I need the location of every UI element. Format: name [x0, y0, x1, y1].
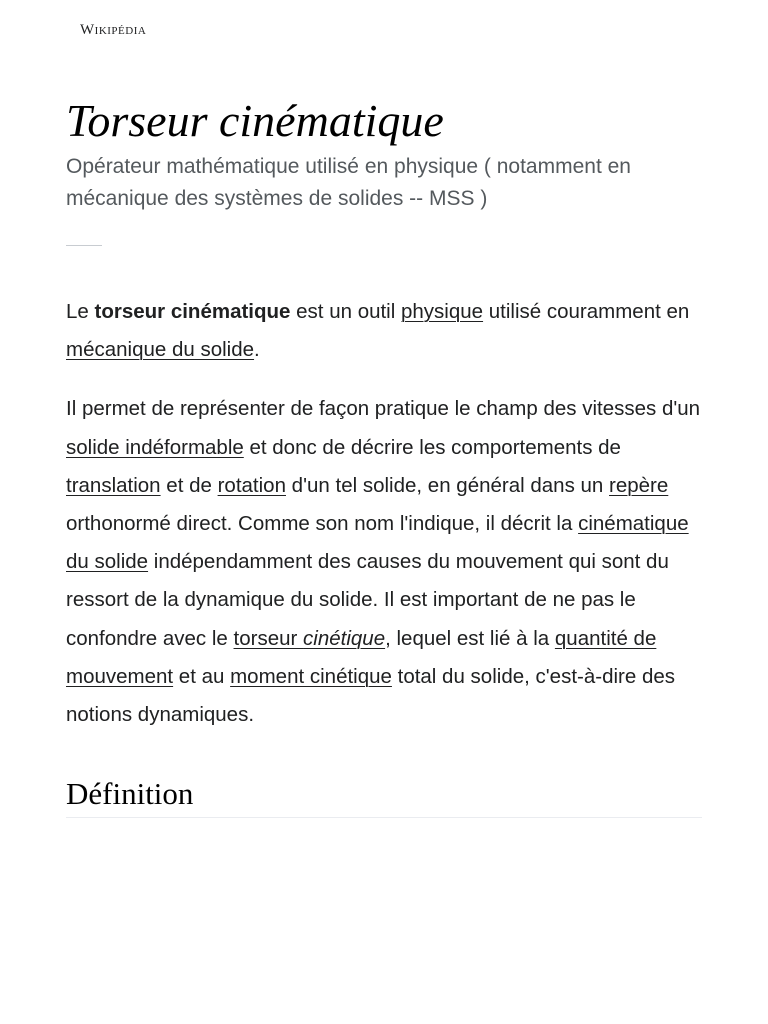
- intro-paragraph: [66, 293, 706, 369]
- text: .: [254, 338, 260, 362]
- link-solide-indeformable[interactable]: solide indéformable: [66, 435, 244, 459]
- link-cinematique-du-solide[interactable]: cinématique du solide: [66, 512, 689, 574]
- text: utilisé couramment en: [483, 300, 690, 323]
- link-text-italic: cinétique: [303, 626, 386, 650]
- text: et au: [173, 664, 231, 688]
- section-heading-definition[interactable]: Définition: [66, 772, 702, 818]
- link-quantite-de-mouvement[interactable]: quantité de mouvement: [66, 626, 657, 688]
- description-paragraph: [66, 390, 706, 734]
- wikipedia-logo[interactable]: Wikipédia: [80, 22, 147, 38]
- text: d'un tel solide, en général dans un: [285, 473, 610, 497]
- text: est un outil: [290, 300, 401, 323]
- link-physique[interactable]: physique: [401, 300, 484, 323]
- text: , lequel est lié à la: [385, 626, 555, 650]
- link-moment-cinetique[interactable]: moment cinétique: [230, 664, 392, 688]
- page-subtitle: Opérateur mathématique utilisé en physique ( notamment en mécanique des systèmes de solides -- MSS ): [66, 155, 631, 210]
- text: Il permet de représenter de façon pratique le champ des vitesses d'un: [66, 397, 701, 421]
- page-title: Torseur cinématique: [66, 95, 444, 146]
- link-translation[interactable]: translation: [66, 473, 161, 497]
- title-divider: [66, 245, 102, 246]
- link-text: torseur: [233, 626, 304, 650]
- text: indépendamment des causes du mouvement qui sont du ressort de la dynamique du solide. Il est important de ne pas le confondre avec le: [66, 550, 669, 650]
- link-repere[interactable]: repère: [609, 473, 669, 497]
- text: et donc de décrire les comportements de: [243, 435, 621, 459]
- text: Le: [66, 300, 95, 323]
- link-mecanique-du-solide[interactable]: mécanique du solide: [66, 338, 255, 362]
- text: et de: [160, 473, 218, 497]
- text: orthonormé direct. Comme son nom l'indique, il décrit la: [66, 512, 579, 536]
- text: total du solide, c'est-à-dire des notions dynamiques.: [66, 664, 676, 727]
- article-body: [66, 293, 706, 755]
- bold-term: torseur cinématique: [94, 300, 291, 323]
- link-torseur-cinetique[interactable]: [234, 627, 386, 650]
- link-rotation[interactable]: rotation: [217, 473, 286, 497]
